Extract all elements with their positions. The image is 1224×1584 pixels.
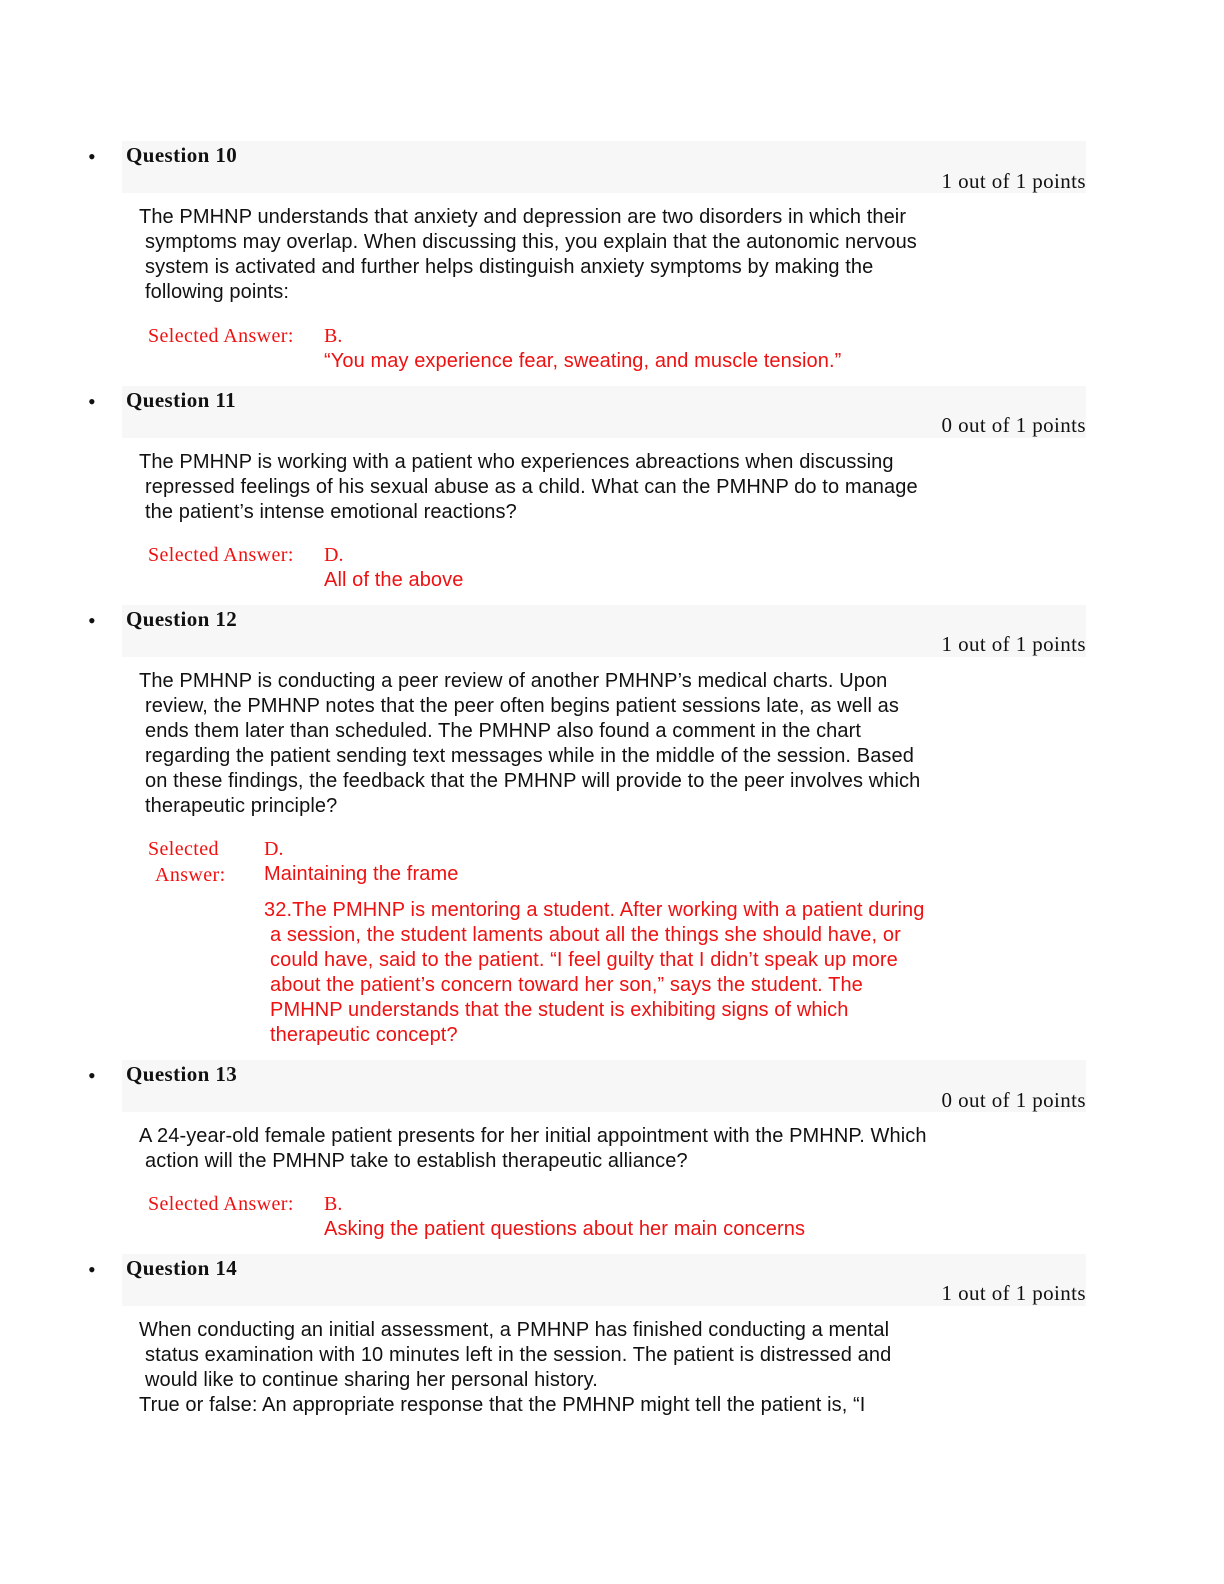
bullet-icon: •	[88, 389, 96, 414]
selected-answer-label-continued: Answer:	[155, 864, 226, 886]
answer-extra-line: 32.The PMHNP is mentoring a student. After working with a patient during	[264, 899, 925, 921]
question-text-line: regarding the patient sending text messages while in the middle of the session. Based	[145, 745, 914, 767]
question-text-line: When conducting an initial assessment, a PMHNP has finished conducting a mental	[139, 1319, 890, 1341]
question-text-line: symptoms may overlap. When discussing this, you explain that the autonomic nervous	[145, 231, 917, 253]
question-text-line: following points:	[145, 281, 290, 303]
answer-letter: D.	[264, 838, 284, 860]
question-text	[139, 669, 1029, 819]
question-text	[139, 1318, 1029, 1418]
question-text-line: system is activated and further helps distinguish anxiety symptoms by making the	[145, 256, 874, 278]
answer-text: Maintaining the frame	[264, 863, 459, 885]
question-text-line: True or false: An appropriate response that the PMHNP might tell the patient is, “I	[139, 1394, 866, 1416]
selected-answer-label: Selected Answer:	[148, 1193, 294, 1215]
answer-extra-line: PMHNP understands that the student is exhibiting signs of which	[270, 999, 849, 1021]
question-text-line: action will the PMHNP take to establish therapeutic alliance?	[145, 1150, 688, 1172]
answer-letter: B.	[324, 325, 343, 347]
question-text	[139, 205, 1029, 305]
selected-answer-label: Selected	[148, 838, 219, 860]
bullet-icon: •	[88, 608, 96, 633]
selected-answer-label: Selected Answer:	[148, 544, 294, 566]
answer-extra-line: about the patient’s concern toward her son,” says the student. The	[270, 974, 863, 996]
answer-letter: B.	[324, 1193, 343, 1215]
bullet-icon: •	[88, 144, 96, 169]
bullet-icon: •	[88, 1063, 96, 1088]
question-title: Question 14	[126, 1256, 238, 1280]
question-text-line: therapeutic principle?	[145, 795, 338, 817]
question-text-line: the patient’s intense emotional reactions?	[145, 501, 517, 523]
question-points: 1 out of 1 points	[941, 632, 1086, 656]
answer-text: All of the above	[324, 569, 464, 591]
question-text-line: The PMHNP understands that anxiety and depression are two disorders in which their	[139, 206, 907, 228]
question-title: Question 11	[126, 388, 237, 412]
answer-extra-text	[264, 898, 1024, 1048]
answer-letter: D.	[324, 544, 344, 566]
question-text-line: review, the PMHNP notes that the peer often begins patient sessions late, as well as	[145, 695, 900, 717]
question-title: Question 12	[126, 607, 238, 631]
answer-text: Asking the patient questions about her main concerns	[324, 1218, 806, 1240]
question-points: 1 out of 1 points	[941, 169, 1086, 193]
question-title: Question 10	[126, 143, 238, 167]
question-text	[139, 1124, 1029, 1174]
question-points: 1 out of 1 points	[941, 1281, 1086, 1305]
answer-extra-line: could have, said to the patient. “I feel guilty that I didn’t speak up more	[270, 949, 898, 971]
answer-extra-line: a session, the student laments about all the things she should have, or	[270, 924, 901, 946]
selected-answer-label: Selected Answer:	[148, 325, 294, 347]
question-text-line: repressed feelings of his sexual abuse as a child. What can the PMHNP do to manage	[145, 476, 918, 498]
answer-extra-line: therapeutic concept?	[270, 1024, 458, 1046]
question-text	[139, 450, 1029, 525]
bullet-icon: •	[88, 1257, 96, 1282]
question-text-line: A 24-year-old female patient presents for her initial appointment with the PMHNP. Which	[139, 1125, 927, 1147]
question-title: Question 13	[126, 1062, 238, 1086]
question-points: 0 out of 1 points	[941, 413, 1086, 437]
question-text-line: The PMHNP is working with a patient who experiences abreactions when discussing	[139, 451, 894, 473]
question-text-line: The PMHNP is conducting a peer review of another PMHNP’s medical charts. Upon	[139, 670, 888, 692]
question-text-line: ends them later than scheduled. The PMHNP also found a comment in the chart	[145, 720, 862, 742]
question-text-line: status examination with 10 minutes left in the session. The patient is distressed and	[145, 1344, 892, 1366]
question-text-line: would like to continue sharing her personal history.	[145, 1369, 598, 1391]
question-points: 0 out of 1 points	[941, 1088, 1086, 1112]
answer-text: “You may experience fear, sweating, and muscle tension.”	[324, 350, 842, 372]
question-text-line: on these findings, the feedback that the PMHNP will provide to the peer involves which	[145, 770, 921, 792]
